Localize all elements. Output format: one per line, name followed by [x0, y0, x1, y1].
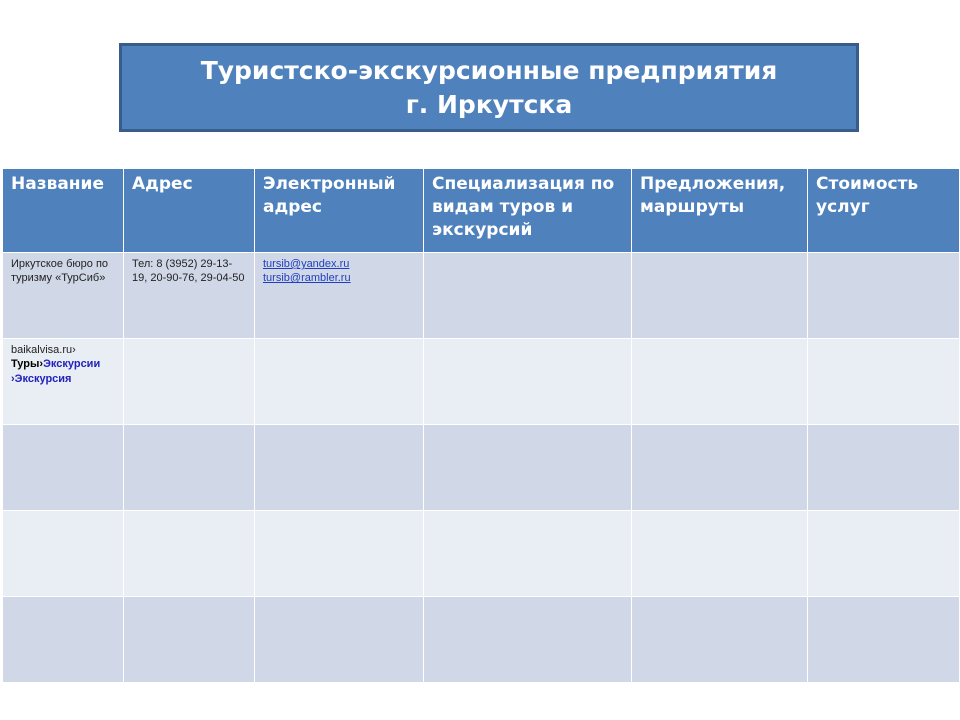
cell-cost: [808, 253, 960, 339]
slide-title-line-1: Туристско-экскурсионные предприятия: [200, 55, 778, 85]
slide-title-line-2: г. Иркутска: [405, 89, 573, 119]
cell-offers: [632, 339, 808, 425]
email-link-yandex[interactable]: tursib@yandex.ru: [263, 258, 350, 270]
header-offers: Предложения, маршруты: [632, 169, 808, 253]
table-row: [3, 511, 960, 597]
table-row: [3, 597, 960, 683]
breadcrumb-excursion[interactable]: Экскурсия: [14, 372, 72, 385]
cell-offers: [632, 511, 808, 597]
cell-offers: [632, 253, 808, 339]
header-address: Адрес: [124, 169, 255, 253]
table-row: [3, 339, 960, 425]
cell-offers: [632, 425, 808, 511]
cell-specialization: [424, 253, 632, 339]
cell-specialization: [424, 339, 632, 425]
cell-address: [124, 425, 255, 511]
table-row: [3, 253, 960, 339]
cell-email: [255, 339, 424, 425]
cell-cost: [808, 597, 960, 683]
cell-address: Тел: 8 (3952) 29-13-19, 20-90-76, 29-04-50: [124, 253, 255, 339]
cell-email: [255, 597, 424, 683]
email-link-rambler[interactable]: tursib@rambler.ru: [263, 272, 351, 285]
cell-specialization: [424, 511, 632, 597]
header-specialization: Специализация по видам туров и экскурсий: [424, 169, 632, 253]
breadcrumb-separator: ›: [39, 358, 44, 371]
breadcrumb-excursions[interactable]: Экскурсии: [43, 358, 101, 371]
header-cost: Стоимость услуг: [808, 169, 960, 253]
cell-specialization: [424, 425, 632, 511]
breadcrumb-site[interactable]: baikalvisa.ru›: [11, 344, 76, 356]
cell-cost: [808, 339, 960, 425]
cell-cost: [808, 511, 960, 597]
cell-offers: [632, 597, 808, 683]
header-email: Электронный адрес: [255, 169, 424, 253]
enterprises-table: [2, 168, 960, 683]
cell-address: [124, 511, 255, 597]
cell-address: [124, 339, 255, 425]
cell-name: [3, 339, 124, 425]
cell-email: [255, 511, 424, 597]
cell-specialization: [424, 597, 632, 683]
slide-title: [119, 43, 859, 132]
breadcrumb-tours[interactable]: Туры: [11, 358, 40, 371]
breadcrumb-separator: ›: [11, 372, 15, 385]
cell-email: [255, 425, 424, 511]
header-name: Название: [3, 169, 124, 253]
cell-cost: [808, 425, 960, 511]
cell-name: [3, 425, 124, 511]
table-row: [3, 425, 960, 511]
cell-name: [3, 511, 124, 597]
cell-name: [3, 597, 124, 683]
cell-address: [124, 597, 255, 683]
cell-email: [255, 253, 424, 339]
cell-name: Иркутское бюро по туризму «ТурСиб»: [3, 253, 124, 339]
table-header-row: [3, 169, 960, 253]
